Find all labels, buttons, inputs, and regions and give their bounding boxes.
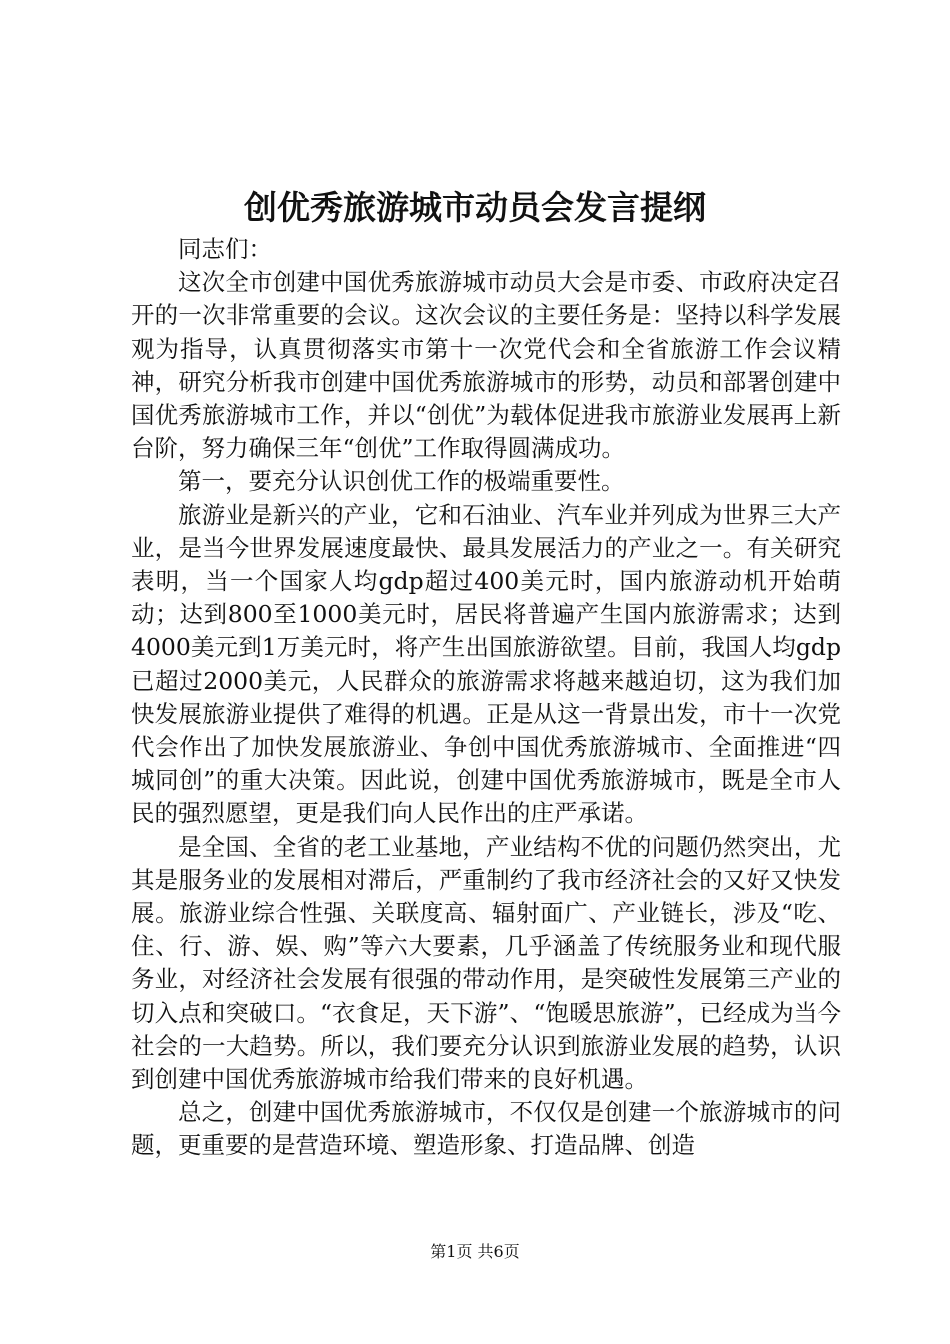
body-paragraph: 这次全市创建中国优秀旅游城市动员大会是市委、市政府决定召开的一次非常重要的会议。这次会议的主要任务是：坚持以科学发展观为指导，认真贯彻落实市第十一次党代会和全省旅游工作会议精神，研究分析我市创建中国优秀旅游城市的形势，动员和部署创建中国优秀旅游城市工作，并以“创优”为载体促进我市旅游业发展再上新台阶，努力确保三年“创优”工作取得圆满成功。 (131, 268, 841, 463)
body-paragraph: 是全国、全省的老工业基地，产业结构不优的问题仍然突出，尤其是服务业的发展相对滞后，严重制约了我市经济社会的又好又快发展。旅游业综合性强、关联度高、辐射面广、产业链长，涉及“吃、住、行、游、娱、购”等六大要素，几乎涵盖了传统服务业和现代服务业，对经济社会发展有很强的带动作用，是突破性发展第三产业的切入点和突破口。“衣食足，天下游”、“饱暖思旅游”，已经成为当今社会的一大趋势。所以，我们要充分认识到旅游业发展的趋势，认识到创建中国优秀旅游城市给我们带来的良好机遇。 (131, 832, 841, 1094)
section-heading-paragraph: 第一，要充分认识创优工作的极端重要性。 (178, 467, 625, 496)
document-body (131, 233, 841, 1163)
page-footer: 第1页 共6页 (430, 1242, 520, 1261)
document-title: 创优秀旅游城市动员会发言提纲 (244, 188, 706, 227)
salutation-paragraph: 同志们： (178, 235, 272, 263)
body-paragraph: 旅游业是新兴的产业，它和石油业、汽车业并列成为世界三大产业，是当今世界发展速度最快、最具发展活力的产业之一。有关研究表明，当一个国家人均gdp超过400美元时，国内旅游动机开始萌动；达到800至1000美元时，居民将普遍产生国内旅游需求；达到4000美元到1万美元时，将产生出国旅游欲望。目前，我国人均gdp已超过2000美元，人民群众的旅游需求将越来越迫切，这为我们加快发展旅游业提供了难得的机遇。正是从这一背景出发，市十一次党代会作出了加快发展旅游业、争创中国优秀旅游城市、全面推进“四城同创”的重大决策。因此说，创建中国优秀旅游城市，既是全市人民的强烈愿望，更是我们向人民作出的庄严承诺。 (131, 500, 841, 828)
body-paragraph: 总之，创建中国优秀旅游城市，不仅仅是创建一个旅游城市的问题，更重要的是营造环境、塑造形象、打造品牌、创造 (131, 1098, 841, 1160)
